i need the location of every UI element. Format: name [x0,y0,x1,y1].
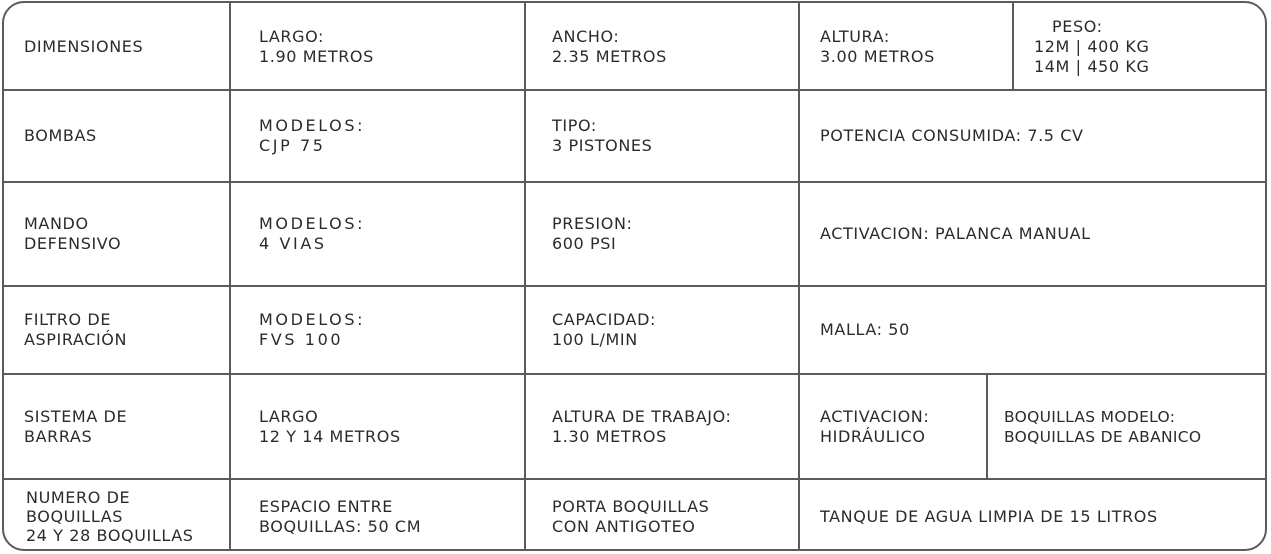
cell-text: MANDO [24,214,89,233]
cell-text: HIDRÁULICO [820,426,926,446]
cell-text: ANCHO: [552,27,620,46]
cell-text: DEFENSIVO [24,234,122,253]
cell-text: 3 PISTONES [552,136,653,155]
cell-text: LARGO: [259,27,325,46]
cell-text: 1.90 METROS [259,47,374,66]
cell-text: SISTEMA DE [24,406,128,426]
cell-largo [259,3,374,91]
cell-text: 3.00 METROS [820,47,935,66]
cell-text: 24 Y 28 BOQUILLAS [26,526,194,545]
column-divider [986,373,988,480]
cell-tanque [820,480,1158,551]
cell-text: LARGO [259,406,319,426]
cell-text: TANQUE DE AGUA LIMPIA DE 15 LITROS [820,506,1158,526]
cell-largo [259,375,401,478]
column-divider [1012,3,1014,91]
cell-text: 2.35 METROS [552,47,667,66]
cell-modelos [259,287,365,373]
cell-text: POTENCIA CONSUMIDA: 7.5 CV [820,126,1084,145]
cell-text: BOQUILLAS [26,507,124,526]
cell-altura [820,3,935,91]
cell-text: ESPACIO ENTRE [259,496,394,516]
cell-text: CAPACIDAD: [552,310,656,329]
cell-text: ACTIVACION: [820,406,930,426]
cell-text: MALLA: 50 [820,320,910,339]
cell-espacio [259,480,421,551]
cell-text: 12 Y 14 METROS [259,426,401,446]
column-divider [229,3,231,551]
cell-presion [552,183,633,285]
cell-text: BOMBAS [24,126,97,145]
column-divider [524,3,526,551]
cell-text: PORTA BOQUILLAS [552,496,710,516]
cell-activacion [820,375,929,478]
cell-peso [1034,3,1149,91]
cell-altura-trabajo [552,375,732,478]
specs-table [2,1,1267,551]
cell-text: ASPIRACIÓN [24,330,128,349]
cell-text: 12M | 400 KG [1034,37,1150,56]
cell-malla [820,287,910,373]
cell-text: BOQUILLAS DE ABANICO [1004,427,1202,446]
cell-text: BOQUILLAS MODELO: [1004,407,1176,426]
cell-text: BARRAS [24,426,93,446]
cell-text: 600 PSI [552,234,617,253]
cell-text: MODELOS: [259,116,366,135]
row-label-numero-boquillas [26,480,194,551]
cell-text: NUMERO DE [26,488,131,507]
row-label-mando-defensivo [24,183,121,285]
cell-text: FVS 100 [259,330,344,349]
cell-text: ACTIVACION: PALANCA MANUAL [820,224,1091,243]
cell-text: 14M | 450 KG [1034,57,1150,76]
cell-text: TIPO: [552,116,597,135]
cell-text: PESO: [1052,17,1103,36]
cell-text: ALTURA DE TRABAJO: [552,406,732,426]
cell-text: PRESION: [552,214,633,233]
cell-text: CON ANTIGOTEO [552,516,696,536]
cell-text: CJP 75 [259,136,326,155]
cell-text: FILTRO DE [24,310,112,329]
cell-ancho [552,3,667,91]
cell-text: DIMENSIONES [24,37,144,56]
cell-text: 4 VIAS [259,234,327,253]
cell-text: 100 L/MIN [552,330,638,349]
column-divider [798,3,800,551]
cell-capacidad [552,287,656,373]
cell-text: ALTURA: [820,27,890,46]
cell-porta-boquillas [552,480,709,551]
cell-potencia [820,91,1084,181]
cell-tipo [552,91,652,181]
cell-text: BOQUILLAS: 50 CM [259,516,422,536]
cell-text: 1.30 METROS [552,426,667,446]
cell-text: MODELOS: [259,310,366,329]
cell-modelos [259,91,365,181]
row-label-bombas [24,91,97,181]
cell-modelos [259,183,365,285]
row-label-filtro [24,287,127,373]
cell-activacion [820,183,1091,285]
cell-boquillas-modelo [1004,375,1201,478]
cell-text: MODELOS: [259,214,366,233]
row-label-sistema-barras [24,375,127,478]
row-label-dimensiones [24,3,143,91]
